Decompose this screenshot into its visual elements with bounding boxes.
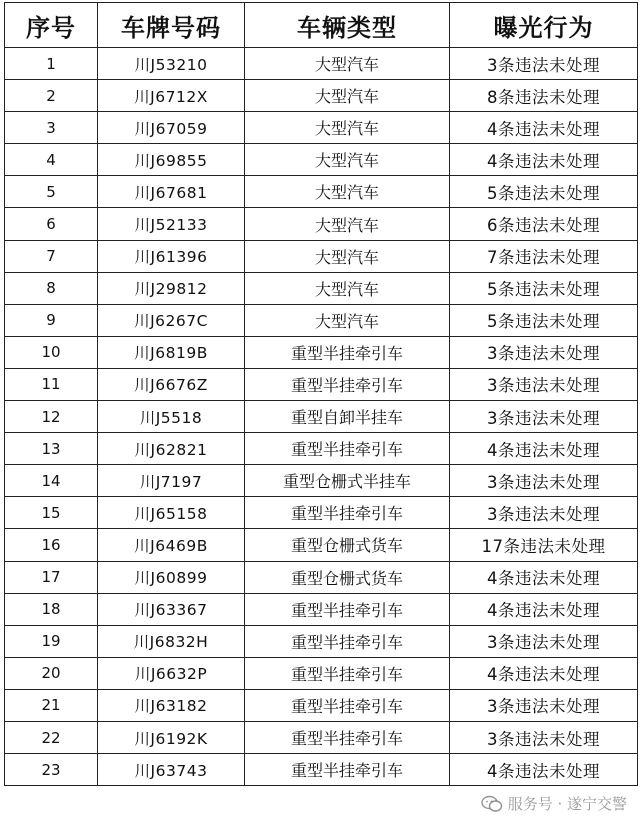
cell-vehicle-type: 大型汽车: [245, 272, 450, 304]
cell-plate: 川J67059: [98, 112, 245, 144]
table-row: [5, 625, 638, 657]
cell-serial: 3: [5, 112, 98, 144]
cell-serial: 11: [5, 368, 98, 400]
cell-violation: 5条违法未处理: [450, 176, 638, 208]
cell-plate: 川J6192K: [98, 721, 245, 753]
cell-plate: 川J60899: [98, 561, 245, 593]
cell-vehicle-type: 重型半挂牵引车: [245, 657, 450, 689]
table-row: [5, 208, 638, 240]
cell-plate: 川J6712X: [98, 80, 245, 112]
table-row: [5, 304, 638, 336]
cell-violation: 3条违法未处理: [450, 48, 638, 80]
cell-vehicle-type: 重型半挂牵引车: [245, 336, 450, 368]
cell-vehicle-type: 重型自卸半挂车: [245, 401, 450, 433]
cell-plate: 川J53210: [98, 48, 245, 80]
cell-serial: 5: [5, 176, 98, 208]
cell-violation: 3条违法未处理: [450, 401, 638, 433]
cell-vehicle-type: 重型仓栅式货车: [245, 561, 450, 593]
table-body: [5, 48, 638, 786]
watermark-text: 服务号 · 遂宁交警: [507, 795, 627, 813]
cell-vehicle-type: 重型半挂牵引车: [245, 754, 450, 786]
cell-plate: 川J67681: [98, 176, 245, 208]
table-row: [5, 561, 638, 593]
cell-serial: 10: [5, 336, 98, 368]
cell-vehicle-type: 大型汽车: [245, 176, 450, 208]
cell-plate: 川J5518: [98, 401, 245, 433]
cell-plate: 川J6469B: [98, 529, 245, 561]
table-row: [5, 48, 638, 80]
cell-serial: 4: [5, 144, 98, 176]
table-row: [5, 657, 638, 689]
table-row: [5, 368, 638, 400]
cell-violation: 4条违法未处理: [450, 754, 638, 786]
cell-vehicle-type: 重型半挂牵引车: [245, 625, 450, 657]
table-row: [5, 401, 638, 433]
header-plate: 车牌号码: [98, 3, 245, 48]
cell-plate: 川J7197: [98, 465, 245, 497]
wechat-icon: [481, 795, 503, 813]
table-row: [5, 144, 638, 176]
cell-serial: 16: [5, 529, 98, 561]
table-row: [5, 272, 638, 304]
table-row: [5, 689, 638, 721]
table-row: [5, 336, 638, 368]
header-serial: 序号: [5, 3, 98, 48]
cell-serial: 23: [5, 754, 98, 786]
cell-violation: 3条违法未处理: [450, 721, 638, 753]
cell-violation: 3条违法未处理: [450, 689, 638, 721]
cell-serial: 15: [5, 497, 98, 529]
cell-violation: 17条违法未处理: [450, 529, 638, 561]
violation-table-container: [4, 2, 637, 786]
cell-violation: 4条违法未处理: [450, 112, 638, 144]
cell-violation: 3条违法未处理: [450, 497, 638, 529]
cell-plate: 川J6267C: [98, 304, 245, 336]
violation-table: [4, 2, 638, 786]
table-row: [5, 593, 638, 625]
cell-plate: 川J6832H: [98, 625, 245, 657]
cell-vehicle-type: 大型汽车: [245, 144, 450, 176]
cell-serial: 21: [5, 689, 98, 721]
cell-plate: 川J61396: [98, 240, 245, 272]
table-row: [5, 176, 638, 208]
table-row: [5, 465, 638, 497]
cell-vehicle-type: 重型半挂牵引车: [245, 497, 450, 529]
cell-plate: 川J52133: [98, 208, 245, 240]
cell-violation: 6条违法未处理: [450, 208, 638, 240]
cell-violation: 3条违法未处理: [450, 368, 638, 400]
table-header-row: [5, 3, 638, 48]
cell-serial: 13: [5, 433, 98, 465]
cell-serial: 2: [5, 80, 98, 112]
cell-serial: 18: [5, 593, 98, 625]
cell-violation: 4条违法未处理: [450, 561, 638, 593]
table-row: [5, 529, 638, 561]
cell-vehicle-type: 大型汽车: [245, 112, 450, 144]
cell-plate: 川J6676Z: [98, 368, 245, 400]
cell-plate: 川J69855: [98, 144, 245, 176]
cell-plate: 川J63743: [98, 754, 245, 786]
table-row: [5, 112, 638, 144]
cell-serial: 22: [5, 721, 98, 753]
cell-plate: 川J29812: [98, 272, 245, 304]
cell-violation: 8条违法未处理: [450, 80, 638, 112]
cell-vehicle-type: 大型汽车: [245, 80, 450, 112]
cell-plate: 川J62821: [98, 433, 245, 465]
cell-serial: 8: [5, 272, 98, 304]
cell-vehicle-type: 重型半挂牵引车: [245, 593, 450, 625]
cell-serial: 14: [5, 465, 98, 497]
cell-serial: 19: [5, 625, 98, 657]
cell-violation: 7条违法未处理: [450, 240, 638, 272]
cell-plate: 川J65158: [98, 497, 245, 529]
cell-vehicle-type: 大型汽车: [245, 304, 450, 336]
cell-serial: 1: [5, 48, 98, 80]
cell-violation: 4条违法未处理: [450, 144, 638, 176]
cell-serial: 6: [5, 208, 98, 240]
cell-violation: 3条违法未处理: [450, 625, 638, 657]
cell-serial: 7: [5, 240, 98, 272]
cell-vehicle-type: 重型仓栅式货车: [245, 529, 450, 561]
cell-violation: 4条违法未处理: [450, 657, 638, 689]
header-vehicle-type: 车辆类型: [245, 3, 450, 48]
cell-violation: 4条违法未处理: [450, 593, 638, 625]
cell-violation: 4条违法未处理: [450, 433, 638, 465]
cell-plate: 川J63182: [98, 689, 245, 721]
cell-vehicle-type: 大型汽车: [245, 240, 450, 272]
cell-violation: 5条违法未处理: [450, 304, 638, 336]
cell-plate: 川J6819B: [98, 336, 245, 368]
cell-serial: 12: [5, 401, 98, 433]
cell-violation: 5条违法未处理: [450, 272, 638, 304]
header-violation: 曝光行为: [450, 3, 638, 48]
cell-vehicle-type: 重型仓栅式半挂车: [245, 465, 450, 497]
table-row: [5, 721, 638, 753]
table-row: [5, 497, 638, 529]
cell-serial: 9: [5, 304, 98, 336]
cell-violation: 3条违法未处理: [450, 336, 638, 368]
cell-vehicle-type: 大型汽车: [245, 208, 450, 240]
table-row: [5, 80, 638, 112]
cell-serial: 17: [5, 561, 98, 593]
watermark: [481, 793, 627, 814]
table-row: [5, 240, 638, 272]
cell-plate: 川J63367: [98, 593, 245, 625]
cell-vehicle-type: 重型半挂牵引车: [245, 721, 450, 753]
cell-serial: 20: [5, 657, 98, 689]
cell-violation: 3条违法未处理: [450, 465, 638, 497]
cell-vehicle-type: 重型半挂牵引车: [245, 368, 450, 400]
table-row: [5, 433, 638, 465]
cell-plate: 川J6632P: [98, 657, 245, 689]
cell-vehicle-type: 重型半挂牵引车: [245, 689, 450, 721]
cell-vehicle-type: 重型半挂牵引车: [245, 433, 450, 465]
cell-vehicle-type: 大型汽车: [245, 48, 450, 80]
table-row: [5, 754, 638, 786]
